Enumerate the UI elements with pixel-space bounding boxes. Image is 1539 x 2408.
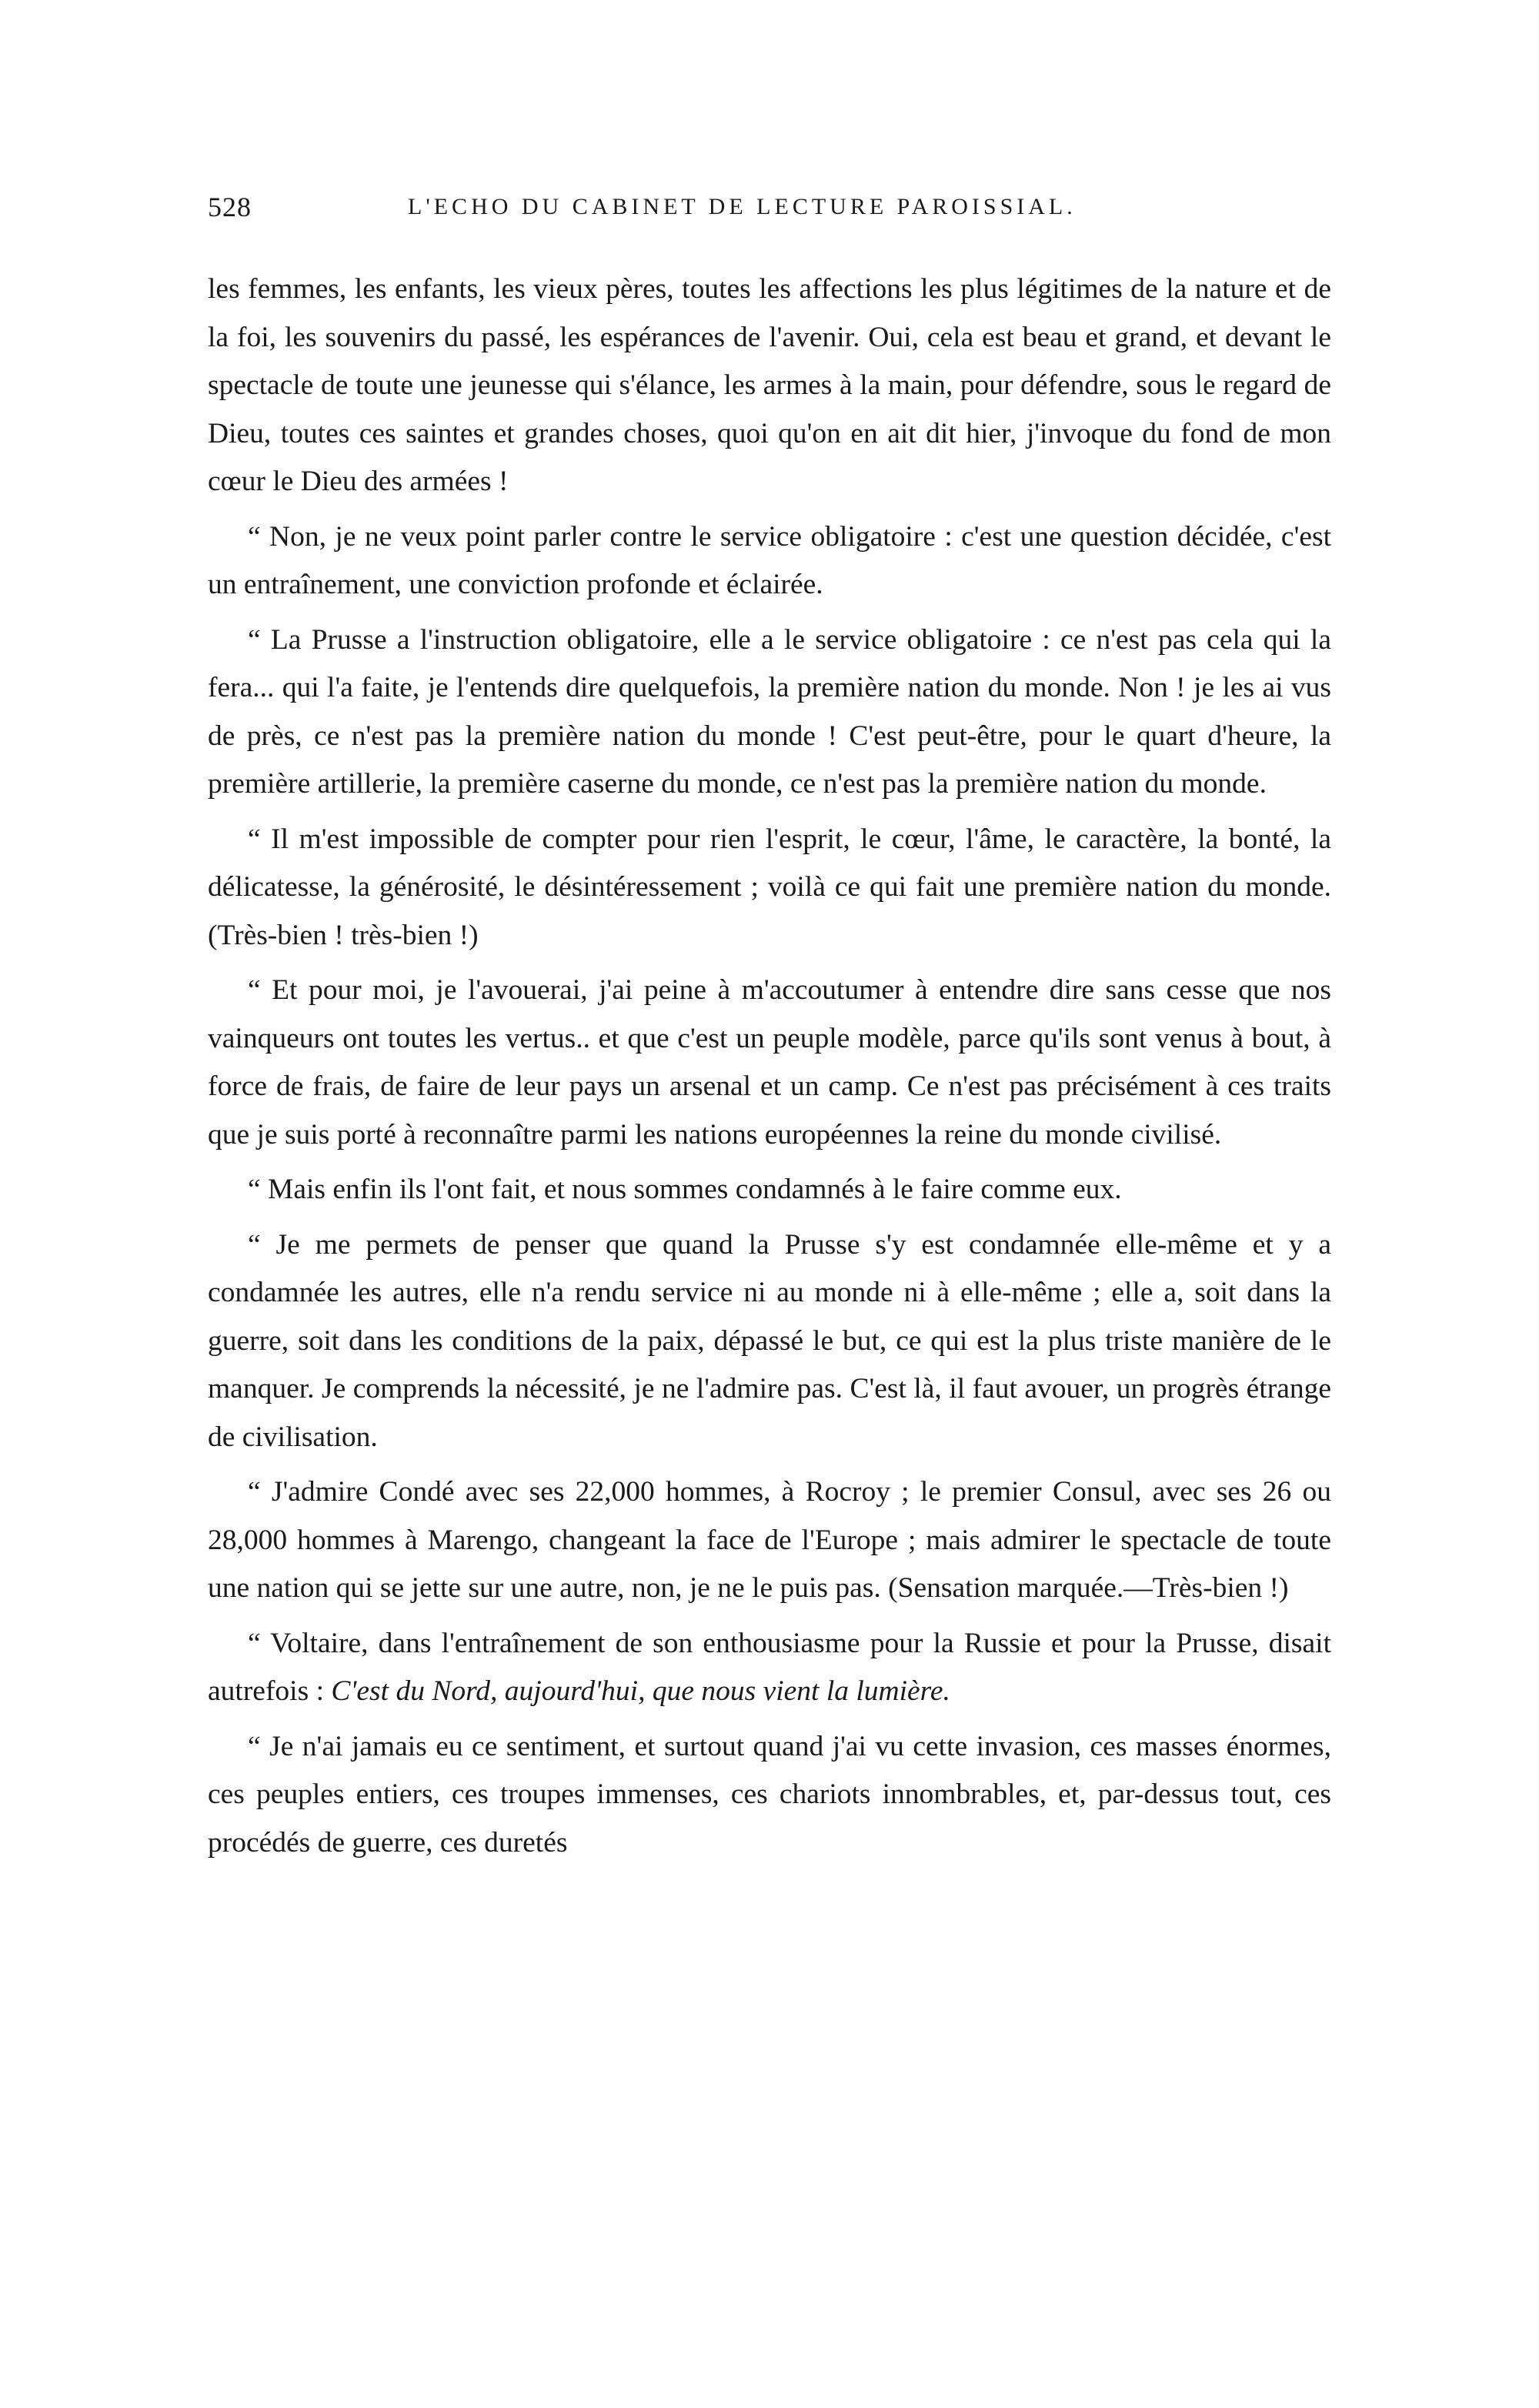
page-number: 528 [208, 192, 252, 222]
paragraph-10: “ Je n'ai jamais eu ce sentiment, et surtout quand j'ai vu cette invasion, ces masses énormes, ces peuples entiers, ces troupes immenses, ces chariots innombrables, et, par-dessus tout, ces procédés de guerre, ces duretés [208, 1730, 1331, 1859]
body-text [208, 266, 1331, 1867]
paragraph-9 [208, 1620, 1331, 1716]
paragraph-5: “ Et pour moi, je l'avouerai, j'ai peine à m'accoutumer à entendre dire sans cesse que nos vainqueurs ont toutes les vertus.. et que c'est un peuple modèle, parce qu'ils sont venus à bout, à force de frais, de faire de leur pays un arsenal et un camp. Ce n'est pas précisément à ces traits que je suis porté à reconnaître parmi les nations européennes la reine du monde civilisé. [208, 974, 1331, 1151]
voltaire-quote: C'est du Nord, aujourd'hui, que nous vient la lumière. [331, 1675, 950, 1707]
paragraph-4: “ Il m'est impossible de compter pour rien l'esprit, le cœur, l'âme, le caractère, la bonté, la délicatesse, la générosité, le désintéressement ; voilà ce qui fait une première nation du monde. (Très-bien ! très-bien !) [208, 823, 1331, 951]
paragraph-7: “ Je me permets de penser que quand la Prusse s'y est condamnée elle-même et y a condamnée les autres, elle n'a rendu service ni au monde ni à elle-même ; elle a, soit dans la guerre, soit dans les conditions de la paix, dépassé le but, ce qui est la plus triste manière de le manquer. Je comprends la nécessité, je ne l'admire pas. C'est là, il faut avouer, un progrès étrange de civilisation. [208, 1228, 1331, 1453]
paragraph-9-text: “ Voltaire, dans l'entraînement de son enthousiasme pour la Russie et pour la Prusse, disait autrefois : [208, 1627, 1331, 1707]
paragraph-2: “ Non, je ne veux point parler contre le service obligatoire : c'est une question décidée, c'est un entraînement, une conviction profonde et éclairée. [208, 520, 1331, 600]
page-header [208, 191, 1331, 237]
running-title: L'ECHO DU CABINET DE LECTURE PAROISSIAL. [408, 194, 1077, 219]
paragraph-1: les femmes, les enfants, les vieux pères, toutes les affections les plus légitimes de la nature et de la foi, les souvenirs du passé, les espérances de l'avenir. Oui, cela est beau et grand, et devant le spectacle de toute une jeunesse qui s'élance, les armes à la main, pour défendre, sous le regard de Dieu, toutes ces saintes et grandes choses, quoi qu'on en ait dit hier, j'invoque du fond de mon cœur le Dieu des armées ! [208, 273, 1331, 497]
paragraph-3: “ La Prusse a l'instruction obligatoire, elle a le service obligatoire : ce n'est pas cela qui la fera... qui l'a faite, je l'entends dire quelquefois, la première nation du monde. Non ! je les ai vus de près, ce n'est pas la première nation du monde ! C'est peut-être, pour le quart d'heure, la première artillerie, la première caserne du monde, ce n'est pas la première nation du monde. [208, 623, 1331, 800]
paragraph-6: “ Mais enfin ils l'ont fait, et nous sommes condamnés à le faire comme eux. [248, 1174, 1122, 1205]
paragraph-8: “ J'admire Condé avec ses 22,000 hommes, à Rocroy ; le premier Consul, avec ses 26 ou 28,000 hommes à Marengo, changeant la face de l'Europe ; mais admirer le spectacle de toute une nation qui se jette sur une autre, non, je ne le puis pas. (Sensation marquée.—Très-bien !) [208, 1476, 1331, 1604]
